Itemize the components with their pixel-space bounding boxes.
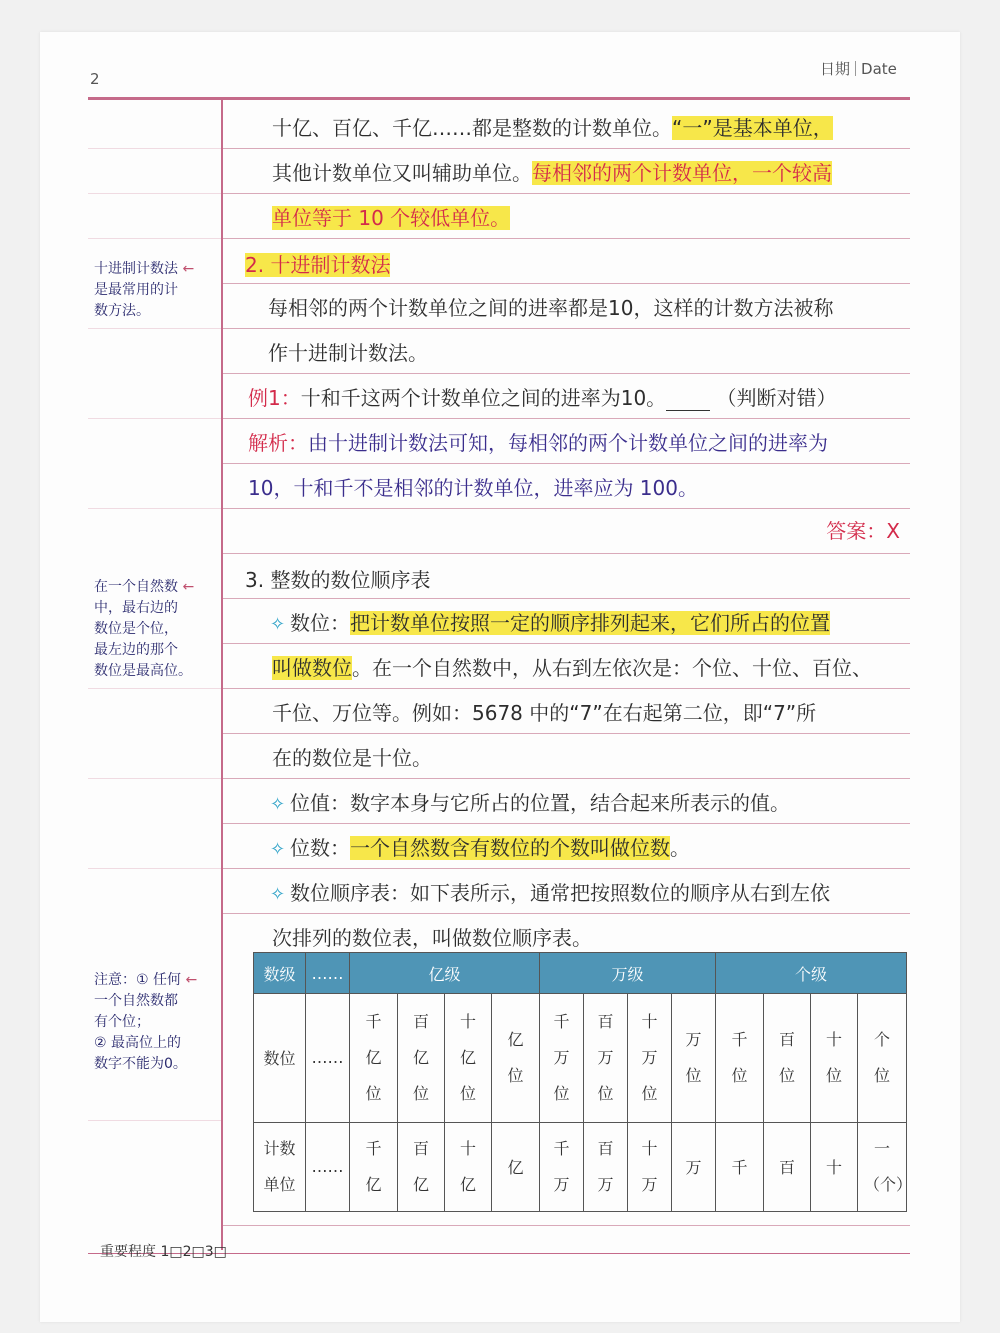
- margin-note-2: 在一个自然数 ← 中，最右边的 数位是个位， 最左边的那个 数位是最高位。: [94, 579, 195, 679]
- answer: 答案：X: [826, 519, 900, 543]
- margin-rule: [221, 100, 223, 1250]
- text-line-18: 次排列的数位表，叫做数位顺序表。: [272, 926, 592, 950]
- arrow-left-icon: ←: [185, 972, 198, 988]
- text-line-17: ✧ 数位顺序表：如下表所示，通常把按照数位的顺序从右到左依: [270, 878, 830, 910]
- star-icon: ✧: [270, 884, 286, 905]
- text-line-6: 作十进制计数法。: [268, 341, 428, 365]
- text-line-12: 叫做数位。在一个自然数中，从右到左依次是：个位、十位、百位、: [272, 656, 872, 680]
- text-line-15: ✧ 位值：数字本身与它所占的位置，结合起来所表示的值。: [270, 788, 790, 820]
- arrow-left-icon: ←: [182, 261, 195, 277]
- analysis: 解析：由十进制计数法可知，每相邻的两个计数单位之间的进率为: [248, 431, 828, 455]
- section-3-heading: 3. 整数的数位顺序表: [245, 568, 431, 592]
- margin-note-1: 十进制计数法 ← 是最常用的计 数方法。: [94, 261, 195, 319]
- text-line-11: ✧ 数位：把计数单位按照一定的顺序排列起来，它们所占的位置: [270, 608, 830, 640]
- text-line-5: 每相邻的两个计数单位之间的进率都是10，这样的计数方法被称: [268, 296, 834, 320]
- date-label-en: Date: [861, 60, 897, 78]
- place-value-table: [253, 952, 913, 1212]
- text-line-13: 千位、万位等。例如：5678 中的“7”在右起第二位，即“7”所: [272, 701, 817, 725]
- analysis-cont: 10，十和千不是相邻的计数单位，进率应为 100。: [248, 476, 698, 500]
- text-line-1: 十亿、百亿、千亿……都是整数的计数单位。“一”是基本单位，: [272, 116, 833, 140]
- example-1: 例1：十和千这两个计数单位之间的进率为10。 （判断对错）: [248, 386, 837, 410]
- page-number: 2: [90, 70, 100, 88]
- text-line-3: 单位等于 10 个较低单位。: [272, 206, 511, 230]
- star-icon: ✧: [270, 839, 286, 860]
- text-line-16: ✧ 位数：一个自然数含有数位的个数叫做位数。: [270, 833, 690, 865]
- header-rule: [88, 97, 910, 100]
- text-line-2: 其他计数单位又叫辅助单位。每相邻的两个计数单位，一个较高: [272, 161, 832, 185]
- star-icon: ✧: [270, 794, 286, 815]
- arrow-left-icon: ←: [182, 579, 195, 595]
- margin-note-3: 注意：① 任何 ← 一个自然数都 有个位； ② 最高位上的 数字不能为0。: [94, 972, 198, 1072]
- table-row-digit-place: 数位 …… 千亿位 百亿位 十亿位 亿位 千万位 百万位 十万位 万位 千位 百位 十位 个位: [254, 994, 907, 1122]
- date-label-cn: 日期: [820, 60, 851, 78]
- table-row-counting-unit: 计数单位 …… 千亿 百亿 十亿 亿 千万 百万 十万 万 千 百 十 一（个）: [254, 1122, 907, 1211]
- section-2-heading: 2. 十进制计数法: [245, 253, 391, 277]
- star-icon: ✧: [270, 614, 286, 635]
- table-header-row: 数级 …… 亿级 万级 个级: [254, 953, 907, 994]
- text-line-14: 在的数位是十位。: [272, 746, 432, 770]
- importance-rating: 重要程度 1□2□3□: [100, 1244, 227, 1260]
- date-field: [820, 58, 897, 79]
